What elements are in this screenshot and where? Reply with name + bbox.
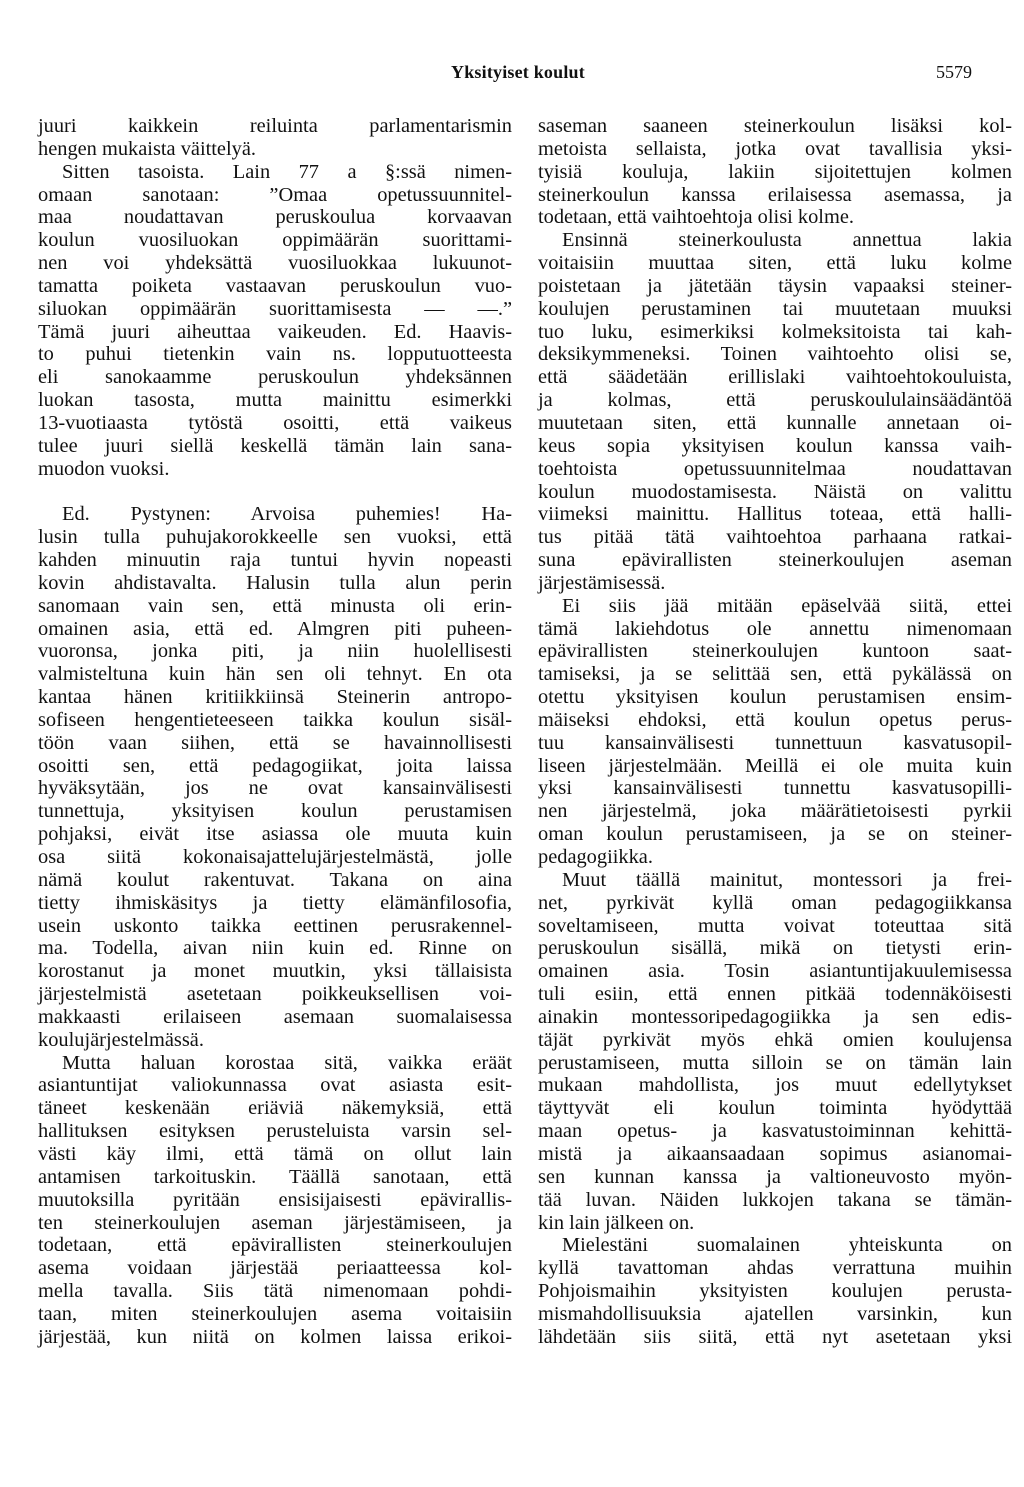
text-line: ten steinerkoulujen aseman järjestämiseen, ja [38,1211,512,1234]
text-line: tunnettuja, yksityisen koulun perustamisen [38,800,512,823]
text-line: muutetaan siten, että kunnalle annetaan oi- [538,411,1012,434]
text-line: tää luvan. Näiden lukkojen takana se tämän- [538,1188,1012,1211]
text-line: täjät pyrkivät myös ehkä omien koulujensa [538,1028,1012,1051]
text-line: net, pyrkivät kyllä oman pedagogiikkansa [538,891,1012,914]
text-line: todetaan, että epävirallisten steinerkoulujen [38,1234,512,1257]
text-line: Mielestäni suomalainen yhteiskunta on [562,1234,1012,1257]
text-line: Ensinnä steinerkoulusta annettua lakia [562,229,1012,252]
text-line: tyisiä kouluja, lakiin sijoitettujen kolmen [538,160,1012,183]
text-line: sen kunnan kanssa ja valtioneuvosto myön- [538,1165,1012,1188]
text-line: keus sopia yksityisen koulun kanssa vaih- [538,434,1012,457]
paragraph-gap [38,481,512,504]
text-line: hyväksytään, jos ne ovat kansainvälisesti [38,777,512,800]
text-line: Mutta haluan korostaa sitä, vaikka eräät [62,1051,512,1074]
text-line: tuo luku, esimerkiksi kolmeksitoista tai kah- [538,320,1012,343]
text-line: sofiseen hengentieteeseen taikka koulun sisäl- [38,708,512,731]
text-line: vuoronsa, jonka piti, ja niin huolellisesti [38,640,512,663]
text-line: pohjaksi, eivät itse asiassa ole muuta kuin [38,823,512,846]
text-line: suna epävirallisten steinerkoulujen aseman [538,549,1012,572]
text-line: omainen asia. Tosin asiantuntijakuulemisessa [538,960,1012,983]
text-line: koulujärjestelmässä. [38,1028,204,1051]
text-line: tus pitää tätä vaihtoehtoa parhaana ratkai- [538,526,1012,549]
text-line: tamiseksi, ja se selittää sen, että pykälässä on [538,663,1012,686]
text-line: västi käy ilmi, että tämä on ollut lain [38,1142,512,1165]
text-line: koulujen perustaminen tai muutetaan muuksi [538,297,1012,320]
text-line: kantaa hänen kritiikkiinsä Steinerin antropo- [38,686,512,709]
text-line: kahden minuutin raja tuntui hyvin nopeasti [38,549,512,572]
text-line: muutoksilla pyritään ensisijaisesti epävirallis- [38,1188,512,1211]
text-line: asiantuntijat valiokunnassa ovat asiasta esit- [38,1074,512,1097]
text-line: omaan sanotaan: ”Omaa opetussuunnitel- [38,183,512,206]
text-line: perustamiseen, mutta silloin se on tämän lain [538,1051,1012,1074]
text-line: mäiseksi ehdoksi, että koulun opetus perus- [538,708,1012,731]
text-line: taan, miten steinerkoulujen asema voitaisiin [38,1302,512,1325]
text-line: tulee juuri siellä keskellä tämän lain sana- [38,434,512,457]
text-line: luokan tasosta, mutta mainittu esimerkki [38,389,512,412]
page-number: 5579 [936,62,972,82]
text-line: järjestelmistä asetetaan poikkeuksellisen voi- [38,983,512,1006]
text-line: eli sanokaamme peruskoulun yhdeksännen [38,366,512,389]
text-line: muodon vuoksi. [38,457,170,480]
text-line: epävirallisten steinerkoulujen kuntoon saat- [538,640,1012,663]
text-line: usein uskonto taikka eettinen perusrakennel- [38,914,512,937]
text-line: soveltamiseen, mutta voivat toteuttaa sitä [538,914,1012,937]
text-line: valmisteltuna kuin hän sen oli tehnyt. En ota [38,663,512,686]
text-line: deksikymmeneksi. Toinen vaihtoehto olisi se, [538,343,1012,366]
text-line: mukaan mahdollista, jos muut edellytykset [538,1074,1012,1097]
text-line: että säädetään erillislaki vaihtoehtokouluista, [538,366,1012,389]
text-line: asema voidaan järjestää periaatteessa kol- [38,1257,512,1280]
text-line: siluokan oppimäärän suorittamisesta — —.” [38,297,512,320]
text-line: kyllä tavattoman ahdas verrattuna muihin [538,1257,1012,1280]
text-line: kovin ahdistavalta. Halusin tulla alun perin [38,571,512,594]
text-line: maan opetus- ja kasvatustoiminnan kehittä- [538,1120,1012,1143]
text-line: tämä lakiehdotus ole annettu nimenomaan [538,617,1012,640]
text-line: omainen asia, että ed. Almgren piti puheen- [38,617,512,640]
text-line: nen järjestelmä, joka määrätietoisesti pyrkii [538,800,1012,823]
text-line: steinerkoulun kanssa erilaisessa asemassa, ja [538,183,1012,206]
text-line: osoitti sen, että pedagogiikat, joita laissa [38,754,512,777]
text-line: 13-vuotiaasta tytöstä osoitti, että vaikeus [38,411,512,434]
text-line: hengen mukaista väittelyä. [38,137,256,160]
text-line: liseen järjestelmään. Meillä ei ole muita kuin [538,754,1012,777]
text-line: lusin tulla puhujakorokkeelle sen vuoksi, että [38,526,512,549]
text-line: poistetaan ja jätetään täysin vapaaksi steiner- [538,274,1012,297]
text-line: peruskoulun sisällä, mikä on tietysti erin- [538,937,1012,960]
text-line: täneet keskenään eriäviä näkemyksiä, että [38,1097,512,1120]
text-line: hallituksen esityksen perusteluista varsin sel- [38,1120,512,1143]
text-line: otettu yksityisen koulun perustamisen ensim- [538,686,1012,709]
text-line: juuri kaikkein reiluinta parlamentarismin [38,115,512,137]
text-line: oman koulun perustamiseen, ja se on steiner- [538,823,1012,846]
text-line: Pohjoismaihin yksityisten koulujen perusta- [538,1280,1012,1303]
text-line: yksi kansainvälisesti tunnettu kasvatusopilli- [538,777,1012,800]
text-line: mistä ja aikaansaadaan sopimus asianomai- [538,1142,1012,1165]
text-line: viimeksi mainittu. Hallitus toteaa, että halli- [538,503,1012,526]
text-line: to puhui tietenkin vain ns. lopputuotteesta [38,343,512,366]
text-line: täyttyvät eli koulun toiminta hyödyttää [538,1097,1012,1120]
running-title: Yksityiset koulut [451,62,585,82]
text-line: nen voi yhdeksättä vuosiluokkaa lukuunot- [38,252,512,275]
text-line: Muut täällä mainitut, montessori ja frei- [562,868,1012,891]
text-line: koulun muodostamisesta. Näistä on valittu [538,480,1012,503]
text-line: tuu kansainvälisesti tunnettuun kasvatusopil- [538,731,1012,754]
text-line: osa siitä kokonaisajattelujärjestelmästä, jolle [38,846,512,868]
text-line: nämä koulut rakentuvat. Takana on aina [38,868,512,891]
text-line: töön vaan siihen, että se havainnollisesti [38,731,512,754]
text-line: tuli esiin, että ennen pitkää todennäköisesti [538,983,1012,1006]
text-line: maa noudattavan peruskoulua korvaavan [38,206,512,229]
left-text-column [38,115,512,1349]
text-line: korostanut ja monet muutkin, yksi tällaisista [38,960,512,983]
text-line: Ed. Pystynen: Arvoisa puhemies! Ha- [62,503,512,526]
text-line: koulun vuosiluokan oppimäärän suorittami- [38,229,512,252]
text-line: tamatta poiketa vastaavan peruskoulun vuo- [38,274,512,297]
text-line: lähdetään siis siitä, että nyt asetetaan yksi [538,1325,1012,1348]
text-line: tietty ihmiskäsitys ja tietty elämänfilosofia, [38,891,512,914]
text-line: järjestämisessä. [538,571,666,594]
text-line: ainakin montessoripedagogiikka ja sen edis- [538,1005,1012,1028]
text-line: ma. Todella, aivan niin kuin ed. Rinne on [38,937,512,960]
text-line: toehtoista opetussuunnitelmaa noudattavan [538,457,1012,480]
text-line: voitaisiin muuttaa siten, että luku kolme [538,252,1012,275]
text-line: saseman saaneen steinerkoulun lisäksi kol- [538,115,1012,137]
text-line: mismahdollisuuksia ajatellen varsinkin, kun [538,1302,1012,1325]
text-line: todetaan, että vaihtoehtoja olisi kolme. [538,206,854,229]
text-line: antamisen tarkoituskin. Täällä sanotaan, että [38,1165,512,1188]
text-line: makkaasti erilaiseen asemaan suomalaisessa [38,1005,512,1028]
text-line: kin lain jälkeen on. [538,1211,695,1234]
text-line: Ei siis jää mitään epäselvää siitä, ettei [562,594,1012,617]
right-text-column [538,115,1012,1349]
page-header [0,62,1024,92]
text-line: metoista sellaista, jotka ovat tavallisia yksi- [538,137,1012,160]
text-line: sanomaan vain sen, että minusta oli erin- [38,594,512,617]
text-line: pedagogiikka. [538,846,653,868]
text-line: mella tavalla. Siis tätä nimenomaan pohdi- [38,1280,512,1303]
text-line: järjestää, kun niitä on kolmen laissa erikoi- [38,1325,512,1348]
text-line: ja kolmas, että peruskoululainsäädäntöä [538,389,1012,412]
text-line: Tämä juuri aiheuttaa vaikeuden. Ed. Haavis- [38,320,512,343]
text-line: Sitten tasoista. Lain 77 a §:ssä nimen- [62,160,512,183]
